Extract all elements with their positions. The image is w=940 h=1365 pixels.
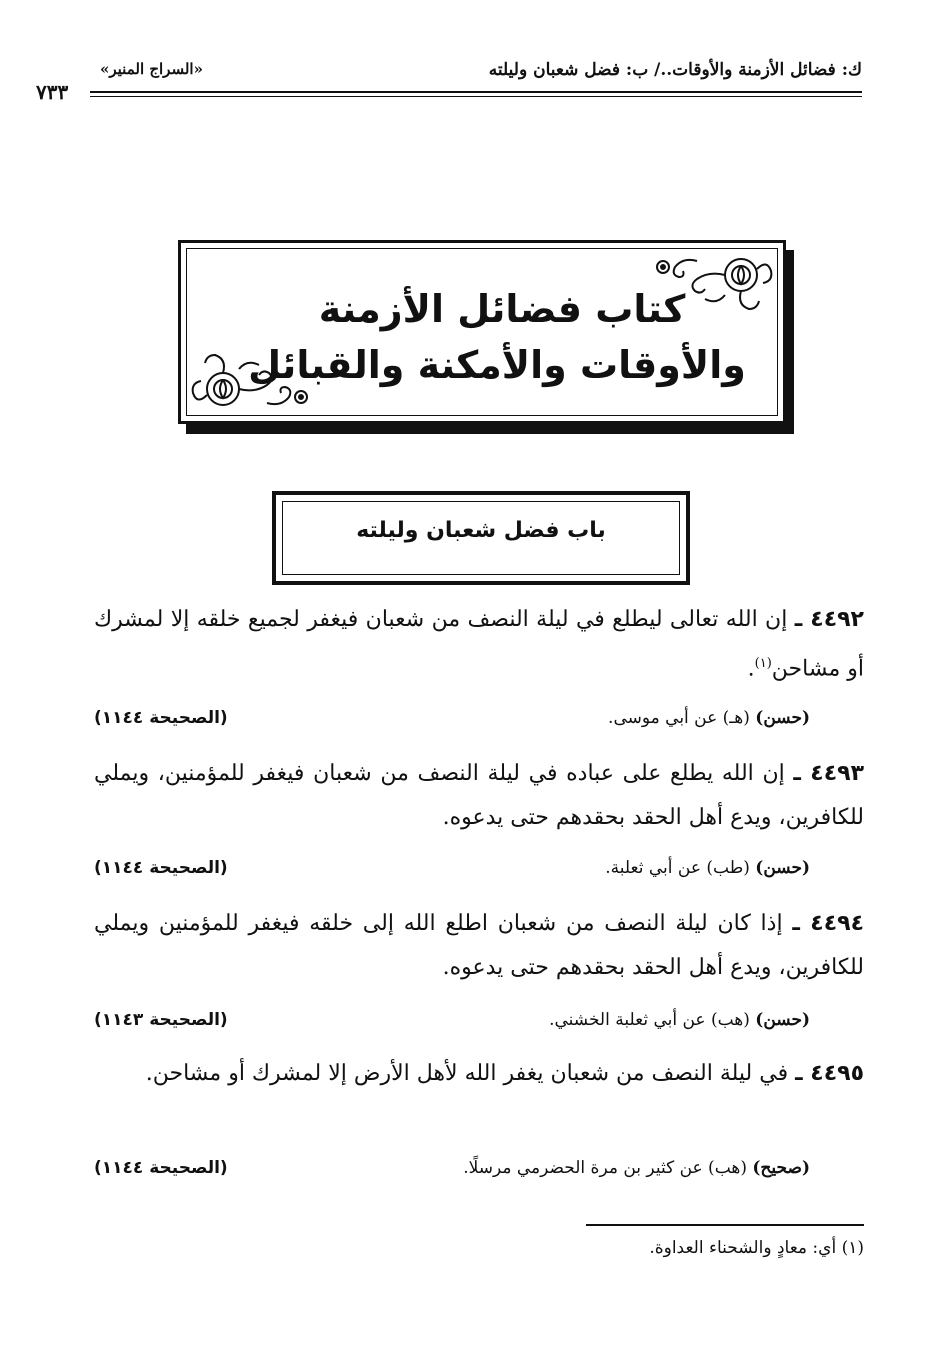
footnote-text: أي: معادٍ والشحناء العداوة. [649, 1238, 837, 1258]
hadith-entry [94, 752, 864, 840]
hadith-text-end: . [747, 656, 755, 682]
hadith-narrator: (هـ) عن أبي موسى. [608, 708, 750, 728]
book-title-frame [178, 240, 786, 424]
header-rule-thin [90, 96, 862, 97]
hadith-grade: (حسن) [755, 708, 810, 728]
hadith-grade: (حسن) [755, 858, 810, 878]
hadith-entry [94, 598, 864, 691]
hadith-narrator: (طب) عن أبي ثعلبة. [605, 858, 750, 878]
footnote-rule [586, 1224, 864, 1226]
footnote-marker: (١) [841, 1238, 864, 1258]
hadith-number: ٤٤٩٣ ـ [793, 761, 865, 786]
book-title [181, 281, 783, 393]
page-number: ٧٣٣ [36, 80, 69, 104]
hadith-grade: (صحيح) [752, 1158, 810, 1178]
hadith-number: ٤٤٩٤ ـ [792, 911, 864, 936]
running-header-chapter: ك: فضائل الأزمنة والأوقات../ ب: فضل شعبان وليلته [488, 60, 862, 80]
hadith-source [549, 1010, 810, 1030]
hadith-source [463, 1158, 810, 1178]
hadith-grade: (حسن) [755, 1010, 810, 1030]
chapter-title-frame [272, 491, 690, 585]
hadith-reference: (الصحيحة ١١٤٣) [94, 1010, 228, 1030]
footnote [649, 1238, 864, 1258]
hadith-reference: (الصحيحة ١١٤٤) [94, 708, 228, 728]
running-header-book-name: «السراج المنير» [100, 60, 203, 78]
hadith-entry [94, 1052, 864, 1096]
hadith-entry [94, 902, 864, 990]
hadith-narrator: (هب) عن كثير بن مرة الحضرمي مرسلًا. [463, 1158, 747, 1178]
hadith-reference: (الصحيحة ١١٤٤) [94, 1158, 228, 1178]
hadith-source [608, 708, 810, 728]
hadith-text: في ليلة النصف من شعبان يغفر الله لأهل الأرض إلا لمشرك أو مشاحن. [145, 1061, 789, 1086]
book-title-line-1: كتاب فضائل الأزمنة [318, 287, 686, 331]
hadith-source [605, 858, 810, 878]
hadith-reference: (الصحيحة ١١٤٤) [94, 858, 228, 878]
hadith-number: ٤٤٩٥ ـ [795, 1061, 864, 1086]
hadith-narrator: (هب) عن أبي ثعلبة الخشني. [549, 1010, 750, 1030]
hadith-text: إن الله يطلع على عباده في ليلة النصف من شعبان فيغفر للمؤمنين، ويملي للكافرين، ويدع أهل الحقد بحقدهم حتى يدعوه. [94, 761, 864, 830]
hadith-text: إذا كان ليلة النصف من شعبان اطلع الله إلى خلقه فيغفر للمؤمنين ويملي للكافرين، ويدع أهل الحقد بحقدهم حتى يدعوه. [94, 911, 864, 980]
header-rule [90, 91, 862, 93]
chapter-title: باب فضل شعبان وليلته [356, 518, 606, 543]
book-title-line-2: والأوقات والأمكنة والقبائل [248, 343, 746, 387]
hadith-text: إن الله تعالى ليطلع في ليلة النصف من شعبان فيغفر لجميع خلقه إلا لمشرك أو مشاحن [94, 607, 864, 682]
hadith-number: ٤٤٩٢ ـ [794, 607, 864, 632]
footnote-marker: (١) [754, 656, 772, 671]
